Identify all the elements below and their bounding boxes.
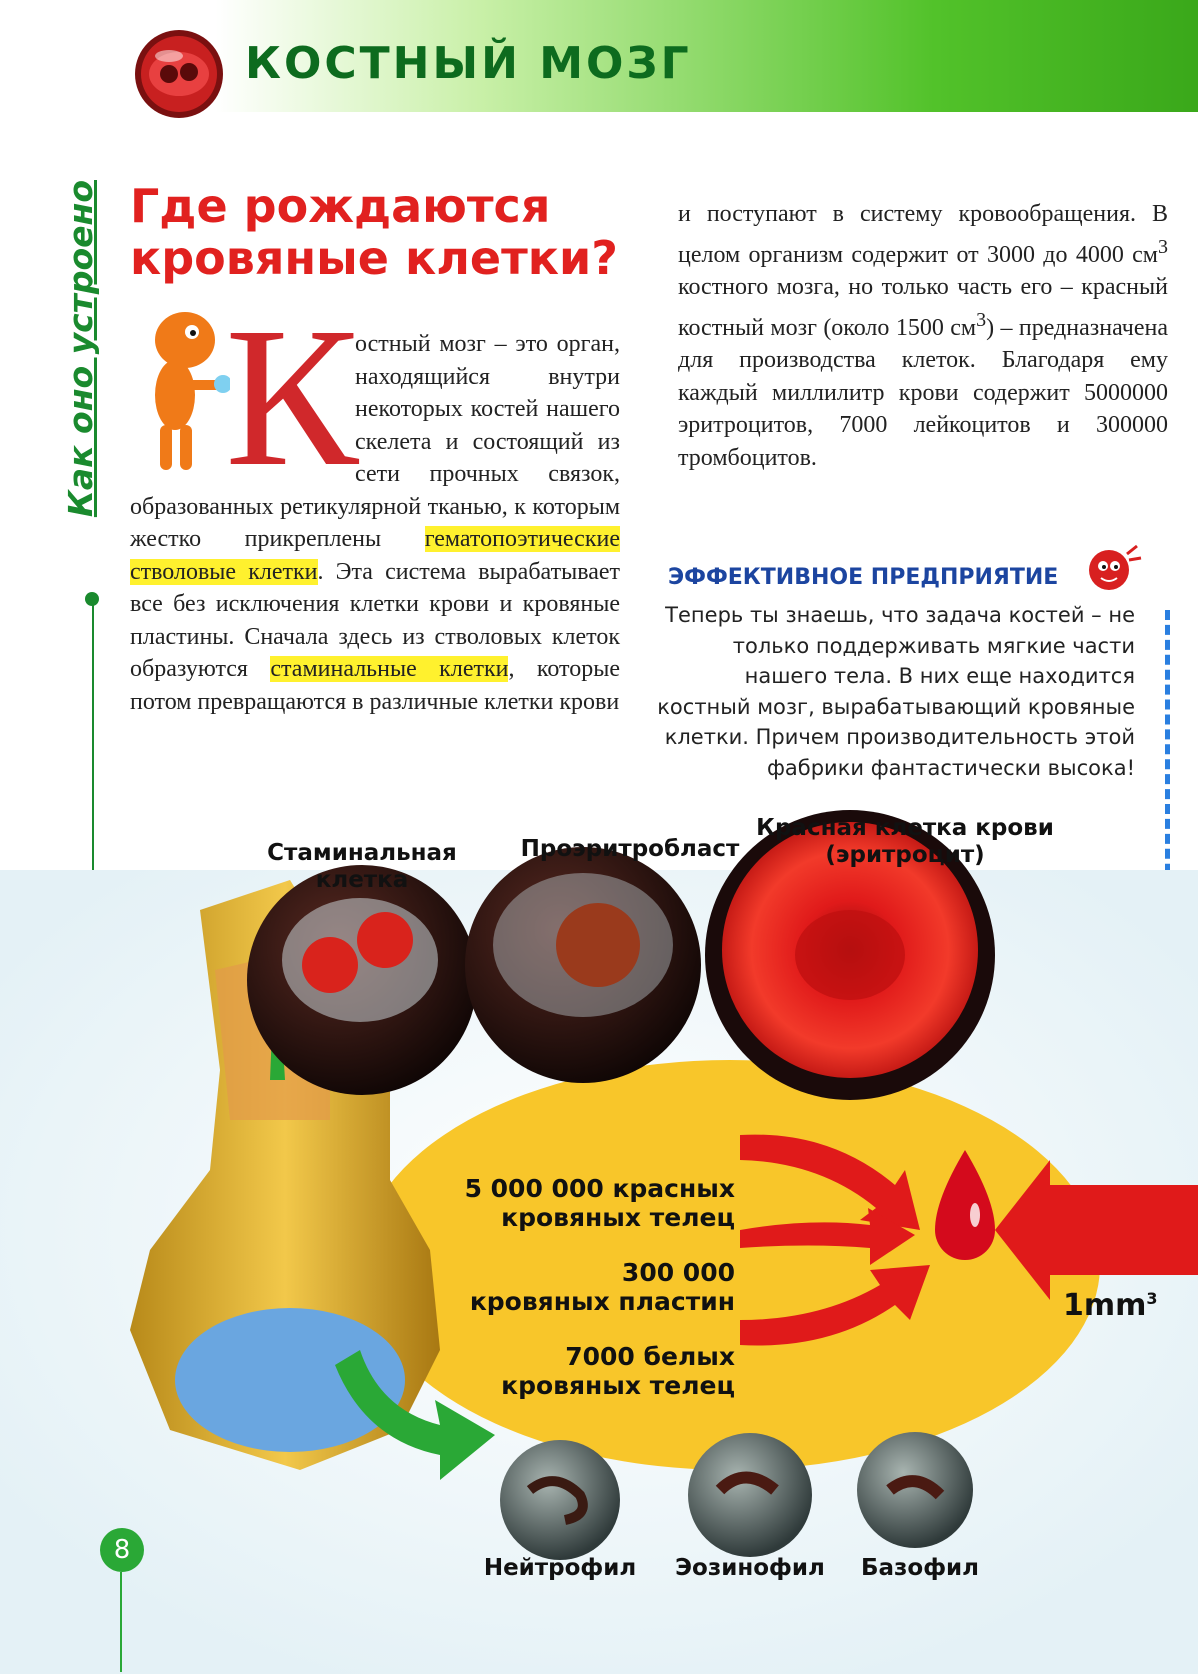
- stat-red-cells-line1: 5 000 000 красных: [464, 1174, 735, 1203]
- basophil-caption: Базофил: [861, 1555, 979, 1581]
- staminal-cell-caption: [252, 840, 472, 894]
- neutrophil-image: [500, 1440, 620, 1560]
- erythrocyte-caption: [745, 815, 1065, 869]
- stat-white-cells-line2: кровяных телец: [501, 1371, 735, 1400]
- stat-red-cells-line2: кровяных телец: [501, 1203, 735, 1232]
- staminal-nucleus-2: [357, 912, 413, 968]
- staminal-nucleus-1: [302, 937, 358, 993]
- staminal-caption-line2: клетка: [315, 867, 409, 893]
- basophil-image: [857, 1432, 973, 1548]
- article-right-column: [678, 198, 1168, 474]
- stat-platelets-line1: 300 000: [621, 1258, 735, 1287]
- side-category-label: [55, 180, 107, 600]
- article-left-column: [130, 287, 620, 718]
- right-text-part2: костного мозга, но только часть его – красный костный мозг (около 1500 см: [678, 274, 1168, 341]
- sidebar-title: ЭФФЕКТИВНОЕ ПРЕДПРИЯТИЕ: [668, 565, 1059, 590]
- page-number: 8: [100, 1528, 144, 1572]
- neutrophil-caption: Нейтрофил: [483, 1555, 637, 1581]
- blood-cell-badge-icon: [133, 28, 225, 120]
- section-title: КОСТНЫЙ МОЗГ: [245, 38, 692, 89]
- article-title-line1: Где рождаются: [130, 179, 551, 233]
- article-title-line2: кровяные клетки?: [130, 231, 618, 285]
- side-category-text: Как оно устроено: [61, 180, 100, 518]
- erythrocyte-caption-line1: Красная клетка крови: [756, 815, 1054, 841]
- erythrocyte-center: [795, 910, 905, 1000]
- stat-platelets-line2: кровяных пластин: [469, 1287, 735, 1316]
- erythrocyte-caption-line2: (эритроцит): [825, 842, 985, 868]
- volume-sup: 3: [1146, 1289, 1158, 1308]
- volume-label: [1063, 1288, 1158, 1323]
- right-sup2: 3: [976, 308, 987, 331]
- highlight-hematopoietic: гематопоэтические стволовые клетки: [130, 526, 620, 585]
- stat-platelets: [420, 1258, 735, 1316]
- sidebar-text: Теперь ты знаешь, что задача костей – не только поддерживать мягкие части нашего тела. В них еще находится костный мозг, вырабатывающий кровяные клетки. Причем производительность этой фабрики фантастически высока!: [657, 603, 1135, 780]
- right-sup1: 3: [1158, 235, 1168, 258]
- dropcap-letter: К: [225, 287, 359, 508]
- bone-marrow-illustration: [0, 790, 1198, 1674]
- left-text-part1: остный мозг – это орган, находящийся внутри некоторых костей нашего скелета и состоящий из сети прочных связок, образованных ретикулярной тканью, к которым жестко прикреплены: [130, 331, 620, 552]
- right-text-part1: и поступают в систему кровообращения. В целом организм содержит от 3000 до 4000 см: [678, 201, 1168, 268]
- article-title: [130, 180, 650, 284]
- proerythroblast-nucleus: [556, 903, 640, 987]
- stat-white-cells: [420, 1342, 735, 1400]
- left-text-part2: . Эта система вырабатывает все без исключения клетки крови и кровяные пластины. Сначала здесь из стволовых клеток образуются: [130, 558, 620, 682]
- eosinophil-caption: Эозинофил: [675, 1555, 825, 1581]
- eosinophil-image: [688, 1433, 812, 1557]
- blood-drop-highlight: [970, 1203, 980, 1227]
- page-number-rule: [120, 1572, 122, 1672]
- right-text-part3: ) – предназначена для производства клеток. Благодаря ему каждый миллилитр крови содержит 5000000 эритроцитов, 7000 лейкоцитов и 300000 тромбоцитов.: [678, 314, 1168, 471]
- stat-red-cells: [420, 1174, 735, 1232]
- blood-cell-character-icon: [1083, 540, 1143, 598]
- proerythroblast-caption: Проэритробласт: [520, 836, 740, 862]
- staminal-caption-line1: Стаминальная: [267, 840, 457, 866]
- dropcap-area: [130, 287, 359, 508]
- mascot-character-icon: [130, 300, 230, 480]
- volume-text: 1mm: [1063, 1288, 1147, 1323]
- left-text-part3: , которые потом превращаются в различные клетки крови: [130, 656, 620, 715]
- highlight-staminal: стаминальные клетки: [270, 656, 509, 682]
- stat-white-cells-line1: 7000 белых: [565, 1342, 735, 1371]
